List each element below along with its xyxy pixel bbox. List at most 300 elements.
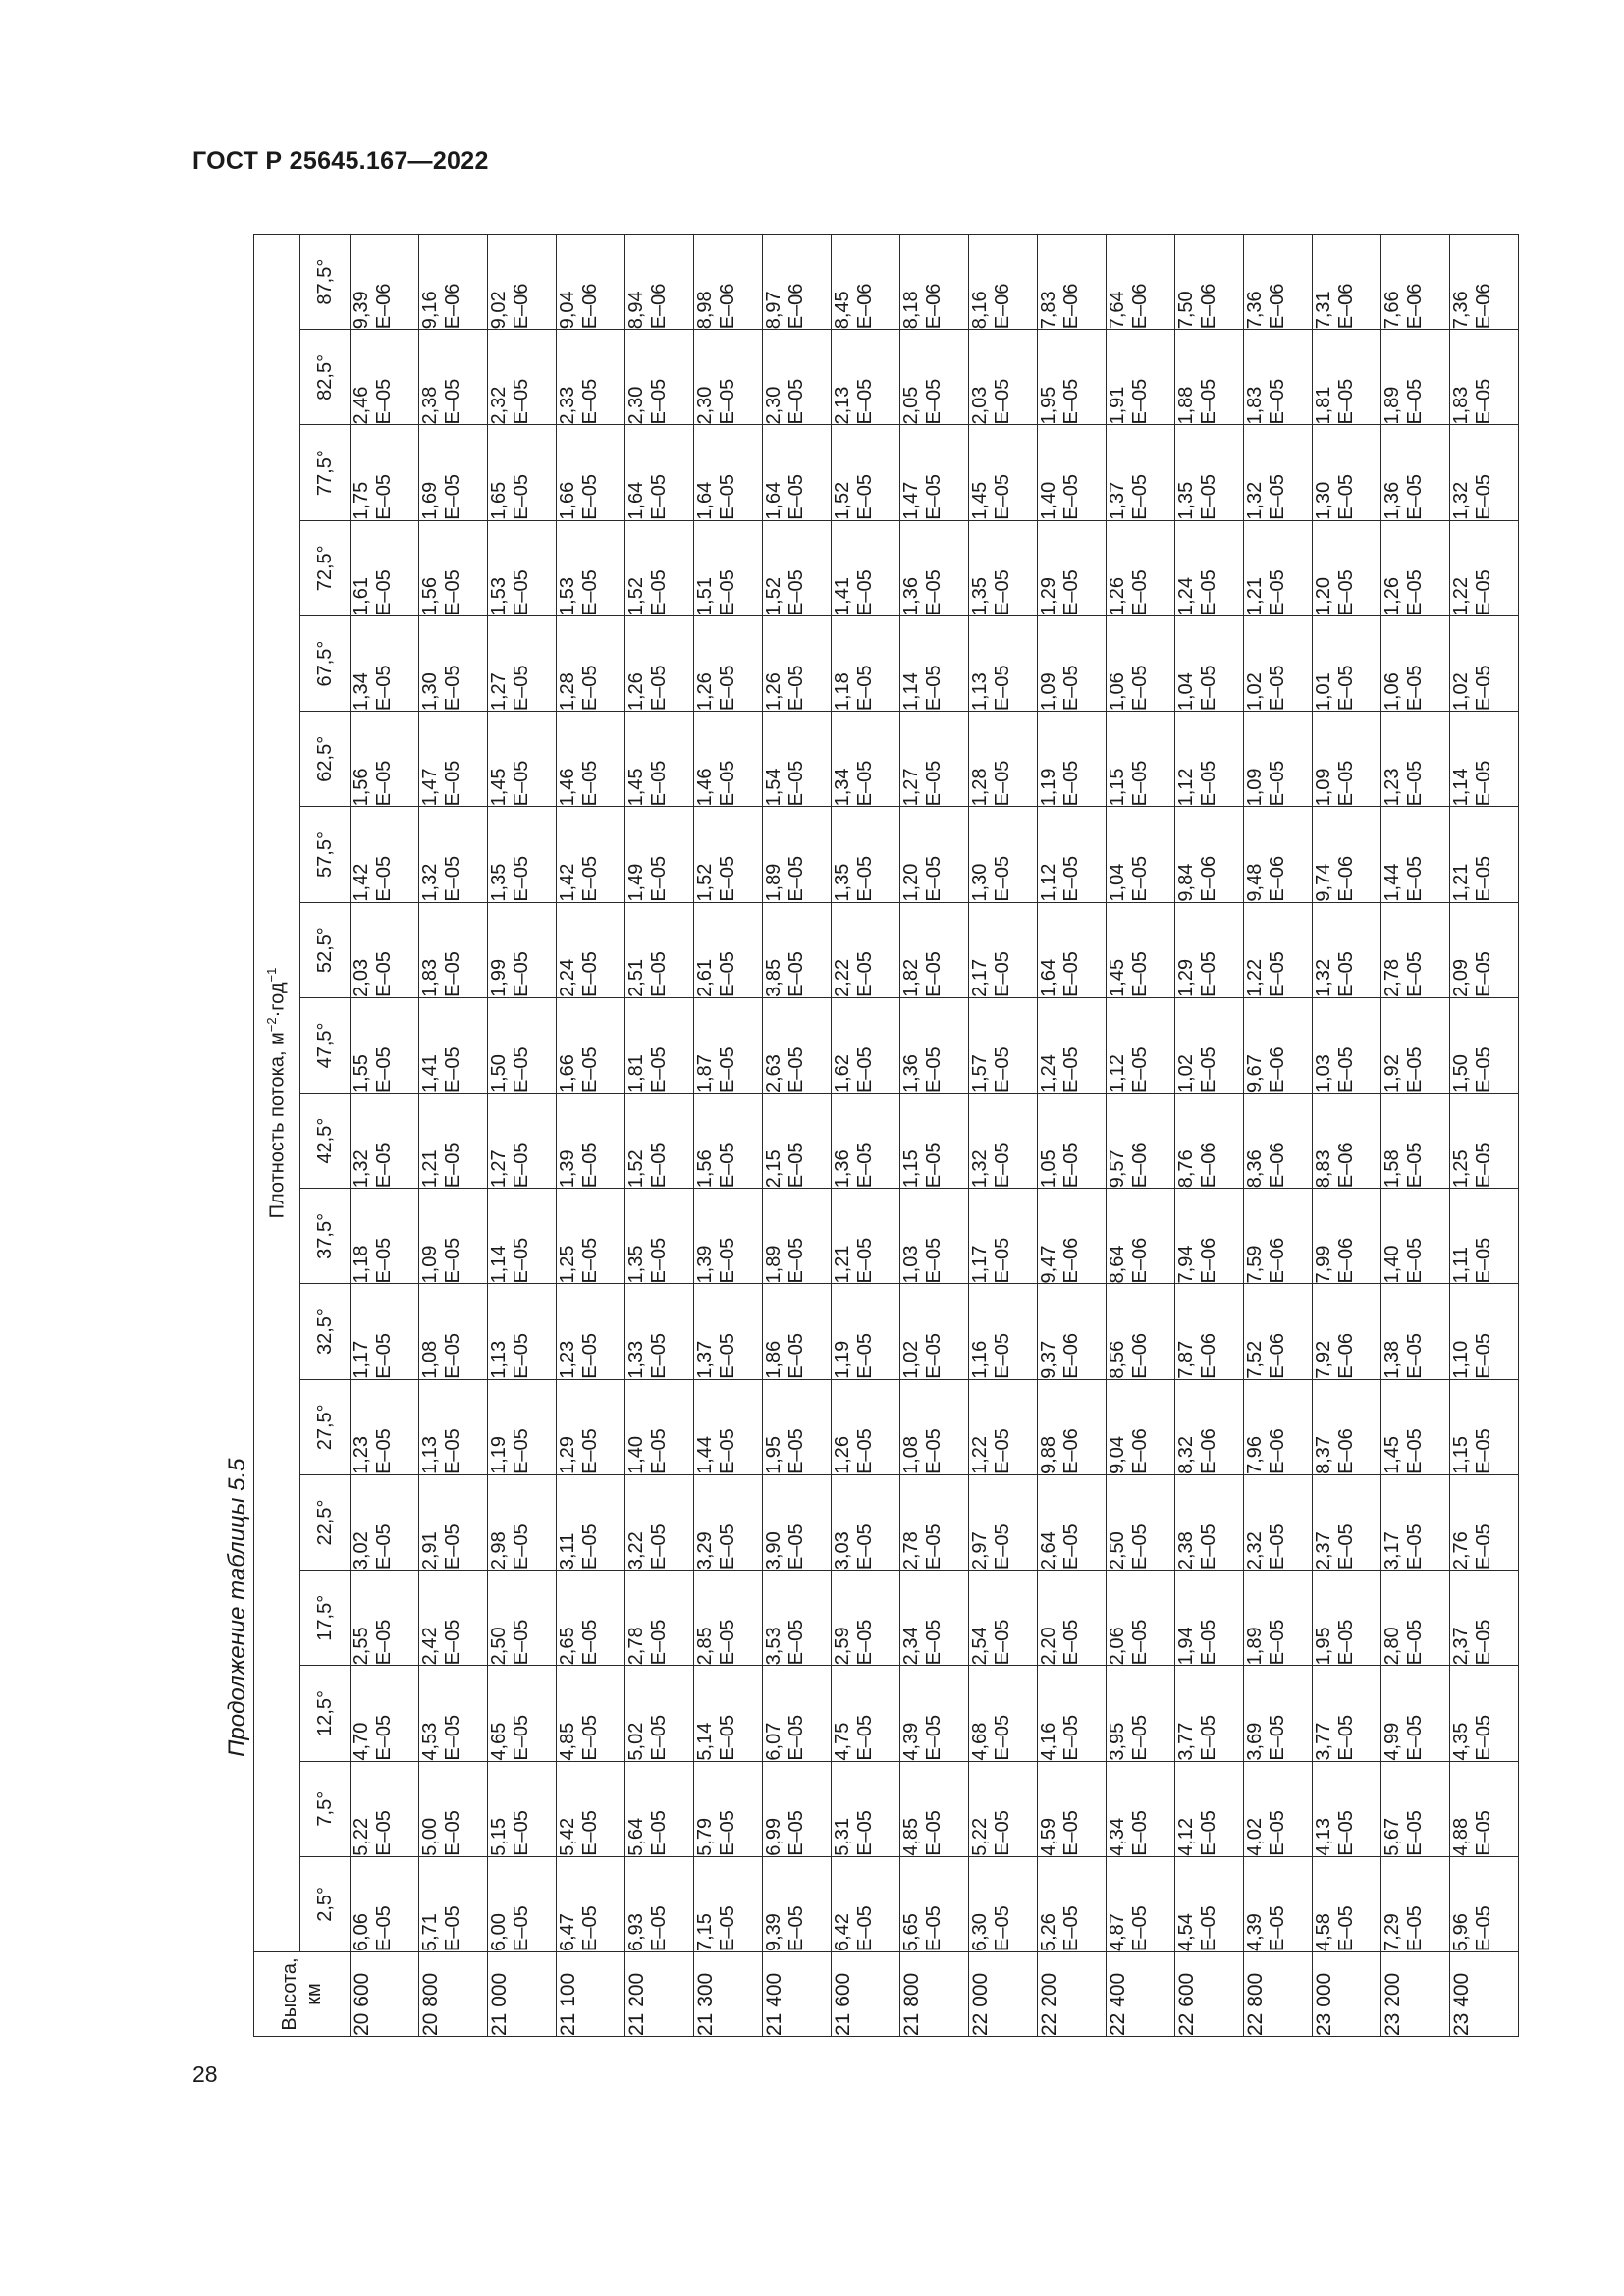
flux-value-cell	[351, 1379, 419, 1474]
flux-value-cell	[625, 330, 694, 425]
mantissa: 8,94	[625, 291, 647, 330]
flux-value-cell	[1107, 1856, 1175, 1951]
exponent: E–06	[1267, 1142, 1288, 1189]
exponent: E–06	[1335, 283, 1357, 330]
flux-value-cell	[763, 1474, 832, 1570]
flux-value-cell	[1244, 425, 1313, 520]
mantissa: 6,42	[832, 1913, 853, 1951]
mantissa: 8,36	[1244, 1149, 1266, 1189]
exponent: E–05	[579, 1619, 601, 1666]
flux-value-cell	[1381, 807, 1450, 902]
mantissa: 2,38	[1175, 1531, 1197, 1571]
flux-value-cell	[1244, 330, 1313, 425]
mantissa: 1,57	[969, 1054, 991, 1094]
mantissa: 5,79	[694, 1817, 716, 1856]
exponent: E–06	[1198, 1428, 1219, 1474]
mantissa: 1,02	[1244, 672, 1266, 712]
exponent: E–05	[785, 1428, 807, 1474]
exponent: E–05	[442, 1905, 463, 1951]
exponent: E–05	[854, 1714, 876, 1761]
exponent: E–05	[373, 1046, 395, 1094]
flux-value-cell	[1450, 1571, 1519, 1666]
flux-value-cell	[832, 1474, 900, 1570]
flux-value-cell	[1381, 997, 1450, 1093]
exponent: E–05	[1060, 378, 1082, 425]
exponent: E–05	[854, 1619, 876, 1666]
rotated-table-container	[253, 234, 1494, 2037]
mantissa: 9,67	[1244, 1054, 1266, 1094]
flux-value-cell	[900, 712, 969, 807]
exponent: E–05	[785, 1142, 807, 1189]
exponent: E–06	[1129, 1428, 1151, 1474]
flux-value-cell	[1038, 1571, 1107, 1666]
flux-value-cell	[763, 712, 832, 807]
flux-value-cell	[625, 235, 694, 330]
mantissa: 1,44	[1381, 863, 1403, 902]
mantissa: 1,49	[625, 863, 647, 902]
mantissa: 5,96	[1450, 1913, 1472, 1951]
exponent: E–05	[1404, 760, 1426, 807]
mantissa: 9,39	[351, 291, 372, 330]
exponent: E–05	[1473, 855, 1494, 902]
flux-value-cell	[832, 1379, 900, 1474]
exponent: E–05	[373, 1905, 395, 1951]
exponent: E–05	[1473, 1046, 1494, 1094]
exponent: E–05	[1198, 1619, 1219, 1666]
mantissa: 1,17	[351, 1340, 372, 1379]
exponent: E–05	[717, 665, 738, 712]
angle-header: 62,5°	[300, 712, 351, 807]
flux-density-table	[253, 234, 1519, 2037]
exponent: E–06	[992, 283, 1013, 330]
flux-value-cell	[1450, 807, 1519, 902]
mantissa: 1,89	[1244, 1627, 1266, 1666]
flux-value-cell	[900, 1666, 969, 1761]
exponent: E–05	[442, 1046, 463, 1094]
mantissa: 1,13	[488, 1340, 510, 1379]
mantissa: 4,99	[1381, 1722, 1403, 1761]
table-row	[1107, 235, 1175, 2037]
exponent: E–05	[1129, 951, 1151, 997]
mantissa: 1,19	[488, 1435, 510, 1474]
mantissa: 8,56	[1107, 1340, 1128, 1379]
flux-value-cell	[1313, 1761, 1381, 1856]
flux-value-cell	[625, 902, 694, 997]
exponent: E–05	[1060, 1810, 1082, 1856]
flux-value-cell	[1450, 1094, 1519, 1189]
flux-value-cell	[969, 235, 1038, 330]
altitude-cell: 21 400	[763, 1952, 832, 2037]
flux-value-cell	[1313, 615, 1381, 711]
mantissa: 1,46	[557, 768, 578, 807]
mantissa: 4,65	[488, 1722, 510, 1761]
mantissa: 1,26	[832, 1435, 853, 1474]
flux-value-cell	[351, 1284, 419, 1379]
mantissa: 1,40	[1038, 481, 1059, 520]
mantissa: 2,78	[625, 1627, 647, 1666]
mantissa: 1,99	[488, 958, 510, 997]
exponent: E–05	[1473, 1142, 1494, 1189]
exponent: E–05	[442, 474, 463, 520]
table-row	[557, 235, 625, 2037]
exponent: E–05	[717, 1619, 738, 1666]
flux-value-cell	[900, 807, 969, 902]
mantissa: 2,15	[763, 1149, 785, 1189]
mantissa: 1,26	[1381, 577, 1403, 615]
flux-value-cell	[1450, 330, 1519, 425]
exponent: E–05	[579, 1142, 601, 1189]
exponent: E–06	[1335, 1237, 1357, 1284]
mantissa: 9,84	[1175, 863, 1197, 902]
mantissa: 2,06	[1107, 1627, 1128, 1666]
mantissa: 1,64	[694, 481, 716, 520]
flux-value-cell	[1244, 1856, 1313, 1951]
exponent: E–05	[1060, 1046, 1082, 1094]
mantissa: 1,13	[969, 672, 991, 712]
mantissa: 8,98	[694, 291, 716, 330]
flux-value-cell	[488, 1379, 557, 1474]
mantissa: 1,13	[419, 1435, 441, 1474]
exponent: E–05	[442, 665, 463, 712]
mantissa: 7,15	[694, 1913, 716, 1951]
exponent: E–05	[923, 569, 945, 615]
mantissa: 1,53	[488, 577, 510, 615]
exponent: E–05	[992, 1046, 1013, 1094]
exponent: E–06	[1335, 1332, 1357, 1379]
mantissa: 1,95	[763, 1435, 785, 1474]
flux-value-cell	[1381, 1856, 1450, 1951]
exponent: E–06	[1267, 1428, 1288, 1474]
mantissa: 1,52	[694, 863, 716, 902]
mantissa: 1,64	[763, 481, 785, 520]
exponent: E–05	[511, 1046, 532, 1094]
flux-value-cell	[625, 1189, 694, 1284]
mantissa: 4,39	[900, 1722, 922, 1761]
exponent: E–05	[923, 665, 945, 712]
mantissa: 1,32	[351, 1149, 372, 1189]
mantissa: 1,69	[419, 481, 441, 520]
mantissa: 1,36	[1381, 481, 1403, 520]
exponent: E–05	[1129, 1523, 1151, 1571]
exponent: E–05	[717, 378, 738, 425]
altitude-cell: 20 600	[351, 1952, 419, 2037]
exponent: E–05	[854, 760, 876, 807]
exponent: E–05	[854, 1523, 876, 1571]
flux-value-cell	[900, 1284, 969, 1379]
flux-value-cell	[1450, 997, 1519, 1093]
mantissa: 2,42	[419, 1627, 441, 1666]
flux-value-cell	[351, 1474, 419, 1570]
flux-value-cell	[694, 425, 763, 520]
exponent: E–05	[648, 1714, 670, 1761]
flux-value-cell	[1381, 1189, 1450, 1284]
flux-value-cell	[969, 807, 1038, 902]
mantissa: 1,47	[900, 481, 922, 520]
flux-value-cell	[763, 1666, 832, 1761]
exponent: E–05	[785, 1619, 807, 1666]
mantissa: 1,95	[1313, 1627, 1334, 1666]
exponent: E–05	[1198, 951, 1219, 997]
mantissa: 8,37	[1313, 1435, 1334, 1474]
exponent: E–06	[1060, 1428, 1082, 1474]
exponent: E–05	[854, 1142, 876, 1189]
flux-value-cell	[557, 330, 625, 425]
flux-value-cell	[1450, 1761, 1519, 1856]
exponent: E–06	[1129, 1332, 1151, 1379]
flux-value-cell	[1450, 1856, 1519, 1951]
mantissa: 2,03	[351, 958, 372, 997]
exponent: E–05	[1060, 760, 1082, 807]
mantissa: 2,32	[1244, 1531, 1266, 1571]
exponent: E–05	[1473, 378, 1494, 425]
flux-value-cell	[1107, 235, 1175, 330]
mantissa: 6,07	[763, 1722, 785, 1761]
angle-header: 27,5°	[300, 1379, 351, 1474]
exponent: E–05	[717, 1523, 738, 1571]
flux-value-cell	[1244, 235, 1313, 330]
mantissa: 1,14	[488, 1245, 510, 1284]
flux-value-cell	[625, 807, 694, 902]
flux-value-cell	[1450, 615, 1519, 711]
exponent: E–05	[511, 1523, 532, 1571]
angle-header: 52,5°	[300, 902, 351, 997]
exponent: E–05	[442, 1237, 463, 1284]
exponent: E–05	[785, 1714, 807, 1761]
flux-value-cell	[900, 520, 969, 615]
table-row	[763, 235, 832, 2037]
exponent: E–05	[1404, 378, 1426, 425]
altitude-cell: 22 200	[1038, 1952, 1107, 2037]
mantissa: 4,54	[1175, 1913, 1197, 1951]
exponent: E–05	[442, 378, 463, 425]
mantissa: 1,52	[763, 577, 785, 615]
flux-value-cell	[1381, 1474, 1450, 1570]
flux-value-cell	[419, 997, 488, 1093]
angle-header: 67,5°	[300, 615, 351, 711]
exponent: E–05	[511, 1905, 532, 1951]
mantissa: 1,47	[419, 768, 441, 807]
group-header-prefix: Плотность потока, м	[266, 1032, 289, 1219]
exponent: E–05	[511, 951, 532, 997]
mantissa: 1,04	[1107, 863, 1128, 902]
mantissa: 2,54	[969, 1627, 991, 1666]
exponent: E–06	[1198, 1142, 1219, 1189]
exponent: E–05	[1267, 1523, 1288, 1571]
mantissa: 1,88	[1175, 386, 1197, 425]
flux-value-cell	[351, 807, 419, 902]
exponent: E–05	[373, 378, 395, 425]
exponent: E–05	[1060, 1714, 1082, 1761]
mantissa: 4,53	[419, 1722, 441, 1761]
angle-header: 47,5°	[300, 997, 351, 1093]
flux-value-cell	[1244, 902, 1313, 997]
exponent: E–05	[717, 1332, 738, 1379]
mantissa: 4,13	[1313, 1817, 1334, 1856]
flux-value-cell	[419, 1571, 488, 1666]
flux-value-cell	[488, 1284, 557, 1379]
flux-value-cell	[351, 997, 419, 1093]
exponent: E–05	[579, 855, 601, 902]
mantissa: 1,14	[1450, 768, 1472, 807]
mantissa: 3,11	[557, 1532, 578, 1571]
flux-value-cell	[557, 1379, 625, 1474]
flux-value-cell	[351, 1761, 419, 1856]
mantissa: 2,09	[1450, 958, 1472, 997]
altitude-column-header: Высота, км	[254, 1952, 351, 2037]
exponent: E–05	[1404, 1810, 1426, 1856]
mantissa: 2,80	[1381, 1627, 1403, 1666]
exponent: E–05	[785, 378, 807, 425]
flux-value-cell	[694, 1666, 763, 1761]
exponent: E–05	[992, 1714, 1013, 1761]
exponent: E–05	[785, 1332, 807, 1379]
angle-header: 32,5°	[300, 1284, 351, 1379]
flux-value-cell	[900, 1571, 969, 1666]
flux-value-cell	[1244, 997, 1313, 1093]
exponent: E–05	[1267, 1714, 1288, 1761]
flux-value-cell	[763, 520, 832, 615]
mantissa: 2,64	[1038, 1531, 1059, 1571]
mantissa: 7,96	[1244, 1435, 1266, 1474]
flux-value-cell	[1381, 902, 1450, 997]
exponent: E–05	[1060, 855, 1082, 902]
exponent: E–05	[1267, 760, 1288, 807]
mantissa: 1,50	[488, 1054, 510, 1094]
flux-value-cell	[488, 1666, 557, 1761]
mantissa: 7,36	[1450, 291, 1472, 330]
flux-value-cell	[625, 1761, 694, 1856]
flux-value-cell	[557, 425, 625, 520]
flux-value-cell	[625, 997, 694, 1093]
exponent: E–05	[1404, 1714, 1426, 1761]
exponent: E–05	[648, 760, 670, 807]
mantissa: 1,81	[1313, 386, 1334, 425]
flux-value-cell	[969, 1284, 1038, 1379]
mantissa: 6,00	[488, 1913, 510, 1951]
exponent: E–06	[1404, 283, 1426, 330]
flux-value-cell	[419, 902, 488, 997]
exponent: E–05	[1267, 665, 1288, 712]
exponent: E–05	[1404, 665, 1426, 712]
exponent: E–05	[1267, 569, 1288, 615]
mantissa: 1,18	[351, 1245, 372, 1284]
flux-value-cell	[419, 712, 488, 807]
exponent: E–05	[992, 951, 1013, 997]
mantissa: 8,83	[1313, 1149, 1334, 1189]
flux-value-cell	[419, 425, 488, 520]
exponent: E–05	[992, 1905, 1013, 1951]
exponent: E–05	[992, 1142, 1013, 1189]
exponent: E–05	[1129, 378, 1151, 425]
exponent: E–05	[854, 1810, 876, 1856]
mantissa: 1,22	[969, 1435, 991, 1474]
exponent: E–06	[579, 283, 601, 330]
flux-value-cell	[832, 615, 900, 711]
mantissa: 1,20	[1313, 577, 1334, 615]
mantissa: 4,70	[351, 1722, 372, 1761]
mantissa: 7,36	[1244, 291, 1266, 330]
mantissa: 7,64	[1107, 291, 1128, 330]
flux-value-cell	[1244, 1094, 1313, 1189]
flux-value-cell	[1244, 615, 1313, 711]
flux-value-cell	[625, 425, 694, 520]
mantissa: 1,19	[1038, 768, 1059, 807]
exponent: E–05	[511, 665, 532, 712]
flux-value-cell	[694, 1284, 763, 1379]
exponent: E–05	[442, 1332, 463, 1379]
exponent: E–05	[373, 1523, 395, 1571]
mantissa: 4,68	[969, 1722, 991, 1761]
mantissa: 4,85	[900, 1817, 922, 1856]
exponent: E–05	[717, 1237, 738, 1284]
mantissa: 1,21	[1244, 577, 1266, 615]
exponent: E–05	[1129, 1714, 1151, 1761]
mantissa: 7,59	[1244, 1245, 1266, 1284]
mantissa: 4,75	[832, 1722, 853, 1761]
altitude-cell: 23 000	[1313, 1952, 1381, 2037]
flux-value-cell	[832, 520, 900, 615]
flux-value-cell	[625, 1379, 694, 1474]
flux-value-cell	[832, 1666, 900, 1761]
exponent: E–05	[1473, 1619, 1494, 1666]
mantissa: 1,26	[625, 672, 647, 712]
exponent: E–05	[717, 855, 738, 902]
exponent: E–05	[992, 569, 1013, 615]
mantissa: 3,95	[1107, 1722, 1128, 1761]
mantissa: 1,66	[557, 1054, 578, 1094]
exponent: E–05	[1404, 1905, 1426, 1951]
flux-value-cell	[351, 1094, 419, 1189]
flux-value-cell	[1381, 1761, 1450, 1856]
mantissa: 1,06	[1381, 672, 1403, 712]
mantissa: 1,36	[900, 577, 922, 615]
exponent: E–05	[923, 1142, 945, 1189]
flux-value-cell	[763, 330, 832, 425]
flux-value-cell	[832, 330, 900, 425]
exponent: E–05	[923, 1619, 945, 1666]
flux-value-cell	[969, 997, 1038, 1093]
exponent: E–05	[717, 474, 738, 520]
mantissa: 1,09	[1038, 672, 1059, 712]
flux-value-cell	[832, 1094, 900, 1189]
mantissa: 1,02	[1175, 1054, 1197, 1094]
document-code: ГОСТ Р 25645.167—2022	[192, 147, 489, 175]
exponent: E–06	[1267, 1046, 1288, 1094]
mantissa: 7,66	[1381, 291, 1403, 330]
exponent: E–05	[923, 951, 945, 997]
flux-value-cell	[351, 1666, 419, 1761]
mantissa: 9,37	[1038, 1340, 1059, 1379]
exponent: E–05	[717, 1142, 738, 1189]
flux-value-cell	[488, 902, 557, 997]
exponent: E–05	[992, 1523, 1013, 1571]
exponent: E–06	[1267, 283, 1288, 330]
exponent: E–05	[1335, 378, 1357, 425]
flux-value-cell	[557, 520, 625, 615]
mantissa: 3,69	[1244, 1722, 1266, 1761]
flux-value-cell	[1450, 235, 1519, 330]
flux-value-cell	[625, 1094, 694, 1189]
flux-value-cell	[557, 1474, 625, 1570]
exponent: E–05	[648, 951, 670, 997]
mantissa: 1,94	[1175, 1627, 1197, 1666]
flux-value-cell	[419, 1094, 488, 1189]
mantissa: 1,82	[900, 958, 922, 997]
mantissa: 1,32	[1450, 481, 1472, 520]
mantissa: 1,15	[1107, 768, 1128, 807]
mantissa: 2,98	[488, 1531, 510, 1571]
flux-value-cell	[900, 1474, 969, 1570]
